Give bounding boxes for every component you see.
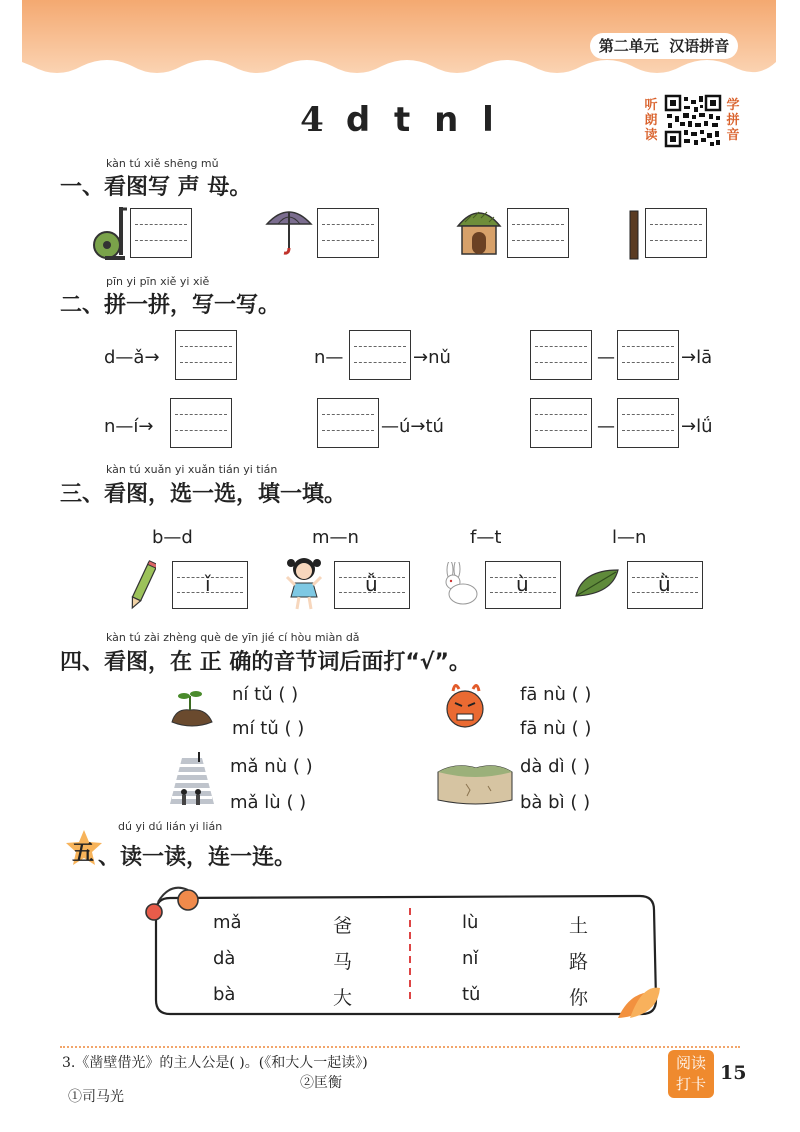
- spell-item-5-result: —ú→tú: [381, 416, 444, 437]
- section4-title: 四、看图，在 正 确的音节词后面打“√”。: [60, 650, 471, 675]
- connect-pinyin-6[interactable]: tǔ: [462, 984, 481, 1005]
- connect-pinyin-4[interactable]: lù: [462, 912, 479, 933]
- section4-pinyin: kàn tú zài zhèng què de yīn jié cí hòu miàn dǎ: [106, 631, 360, 644]
- rabbit-icon: [437, 562, 479, 606]
- spell-item-4: n—í→: [104, 416, 154, 437]
- angry-face-icon: [443, 681, 487, 731]
- spell-box-4[interactable]: [170, 398, 232, 448]
- section3-pinyin: kàn tú xuǎn yi xuǎn tián yi tián: [106, 463, 278, 476]
- fill-tone-2: ǚ: [365, 572, 378, 596]
- connect-char-4[interactable]: 土: [569, 915, 589, 937]
- lesson-number: 4: [300, 100, 330, 140]
- lesson-letters: d t n l: [345, 100, 500, 140]
- umbrella-icon: [263, 204, 315, 256]
- choice-pair-2: m—n: [312, 527, 359, 548]
- choice-pair-1: b—d: [152, 527, 193, 548]
- checkin-line-2: 打卡: [675, 1075, 706, 1093]
- connect-frame: [130, 880, 670, 1030]
- connect-pinyin-2[interactable]: dà: [213, 948, 236, 969]
- land-icon: [436, 760, 514, 806]
- connect-char-1[interactable]: 爸: [333, 915, 353, 937]
- spell-box-6b[interactable]: [617, 398, 679, 448]
- pencil-icon: [128, 560, 156, 612]
- unit-label: [590, 33, 738, 59]
- checkin-badge[interactable]: [668, 1050, 714, 1098]
- spell-box-2[interactable]: [349, 330, 411, 380]
- fill-tone-4: ǜ: [658, 572, 671, 596]
- footer-divider: [60, 1046, 740, 1048]
- leaf-icon: [572, 566, 622, 600]
- write-box-4[interactable]: [645, 208, 707, 258]
- footer-question: 3.《凿壁借光》的主人公是( )。(《和大人一起读》): [62, 1055, 368, 1071]
- left-word-3: mǎ nù ( ): [230, 756, 313, 777]
- connect-char-2[interactable]: 马: [333, 951, 353, 973]
- spell-item-2-prefix: n—: [314, 347, 344, 368]
- spell-item-6-result: →lǘ: [681, 416, 713, 437]
- footer-option-2: ②匡衡: [300, 1075, 342, 1091]
- right-word-3: dà dì ( ): [520, 756, 591, 777]
- connect-pinyin-1[interactable]: mǎ: [213, 912, 242, 933]
- spell-box-6a[interactable]: [530, 398, 592, 448]
- connect-char-5[interactable]: 路: [569, 951, 589, 973]
- fill-box-3[interactable]: [485, 561, 561, 609]
- section2-pinyin: pīn yi pīn xiě yi xiě: [106, 275, 210, 288]
- left-word-4: mǎ lù ( ): [230, 792, 307, 813]
- spell-item-2-result: →nǔ: [413, 347, 451, 368]
- spell-item-6-dash: —: [597, 416, 615, 437]
- mud-sprout-icon: [168, 688, 214, 730]
- section1-pinyin: kàn tú xiě shēng mǔ: [106, 157, 219, 170]
- left-word-2: mí tǔ ( ): [232, 718, 305, 739]
- spell-item-1: d—ǎ→: [104, 347, 160, 368]
- right-word-4: bà bì ( ): [520, 792, 591, 813]
- choice-pair-4: l—n: [612, 527, 647, 548]
- qr-code-icon[interactable]: [664, 94, 722, 148]
- section3-title: 三、看图，选一选，填一填。: [60, 482, 347, 507]
- unit-subject: 汉语拼音: [669, 37, 730, 55]
- phonograph-icon: [92, 205, 128, 263]
- section1-title: 一、看图写 声 母。: [60, 175, 252, 200]
- stick-icon: [628, 210, 640, 260]
- write-box-3[interactable]: [507, 208, 569, 258]
- girl-icon: [285, 555, 323, 611]
- connect-pinyin-5[interactable]: nǐ: [462, 948, 479, 969]
- unit-name: 第二单元: [598, 37, 659, 55]
- right-word-2: fā nù ( ): [520, 718, 592, 739]
- spell-box-3b[interactable]: [617, 330, 679, 380]
- fill-tone-1: ǐ: [205, 572, 211, 596]
- section5-pinyin: dú yi dú lián yi lián: [118, 820, 223, 833]
- fill-tone-3: ù: [516, 572, 529, 596]
- fill-box-4[interactable]: [627, 561, 703, 609]
- footer-option-1: ①司马光: [68, 1089, 124, 1105]
- spell-box-3a[interactable]: [530, 330, 592, 380]
- right-word-1: fā nù ( ): [520, 684, 592, 705]
- write-box-1[interactable]: [130, 208, 192, 258]
- connect-char-6[interactable]: 你: [569, 987, 589, 1009]
- section5-title: 、读一读，连一连。: [98, 845, 297, 870]
- qr-caption-left: 听朗读: [644, 98, 658, 143]
- crosswalk-icon: [168, 752, 216, 810]
- page-number: 15: [720, 1062, 747, 1084]
- fill-box-1[interactable]: [172, 561, 248, 609]
- spell-item-3-result: →lā: [681, 347, 713, 368]
- section5-badge: 五: [72, 841, 95, 866]
- connect-pinyin-3[interactable]: bà: [213, 984, 236, 1005]
- write-box-2[interactable]: [317, 208, 379, 258]
- spell-item-3-dash: —: [597, 347, 615, 368]
- section2-title: 二、拼一拼，写一写。: [60, 293, 281, 318]
- left-word-1: ní tǔ ( ): [232, 684, 299, 705]
- checkin-line-1: 阅读: [675, 1054, 706, 1072]
- fill-box-2[interactable]: [334, 561, 410, 609]
- choice-pair-3: f—t: [470, 527, 502, 548]
- qr-caption-right: 学拼音: [726, 98, 740, 143]
- spell-box-1[interactable]: [175, 330, 237, 380]
- connect-char-3[interactable]: 大: [333, 987, 353, 1009]
- spell-box-5[interactable]: [317, 398, 379, 448]
- hut-icon: [455, 206, 503, 258]
